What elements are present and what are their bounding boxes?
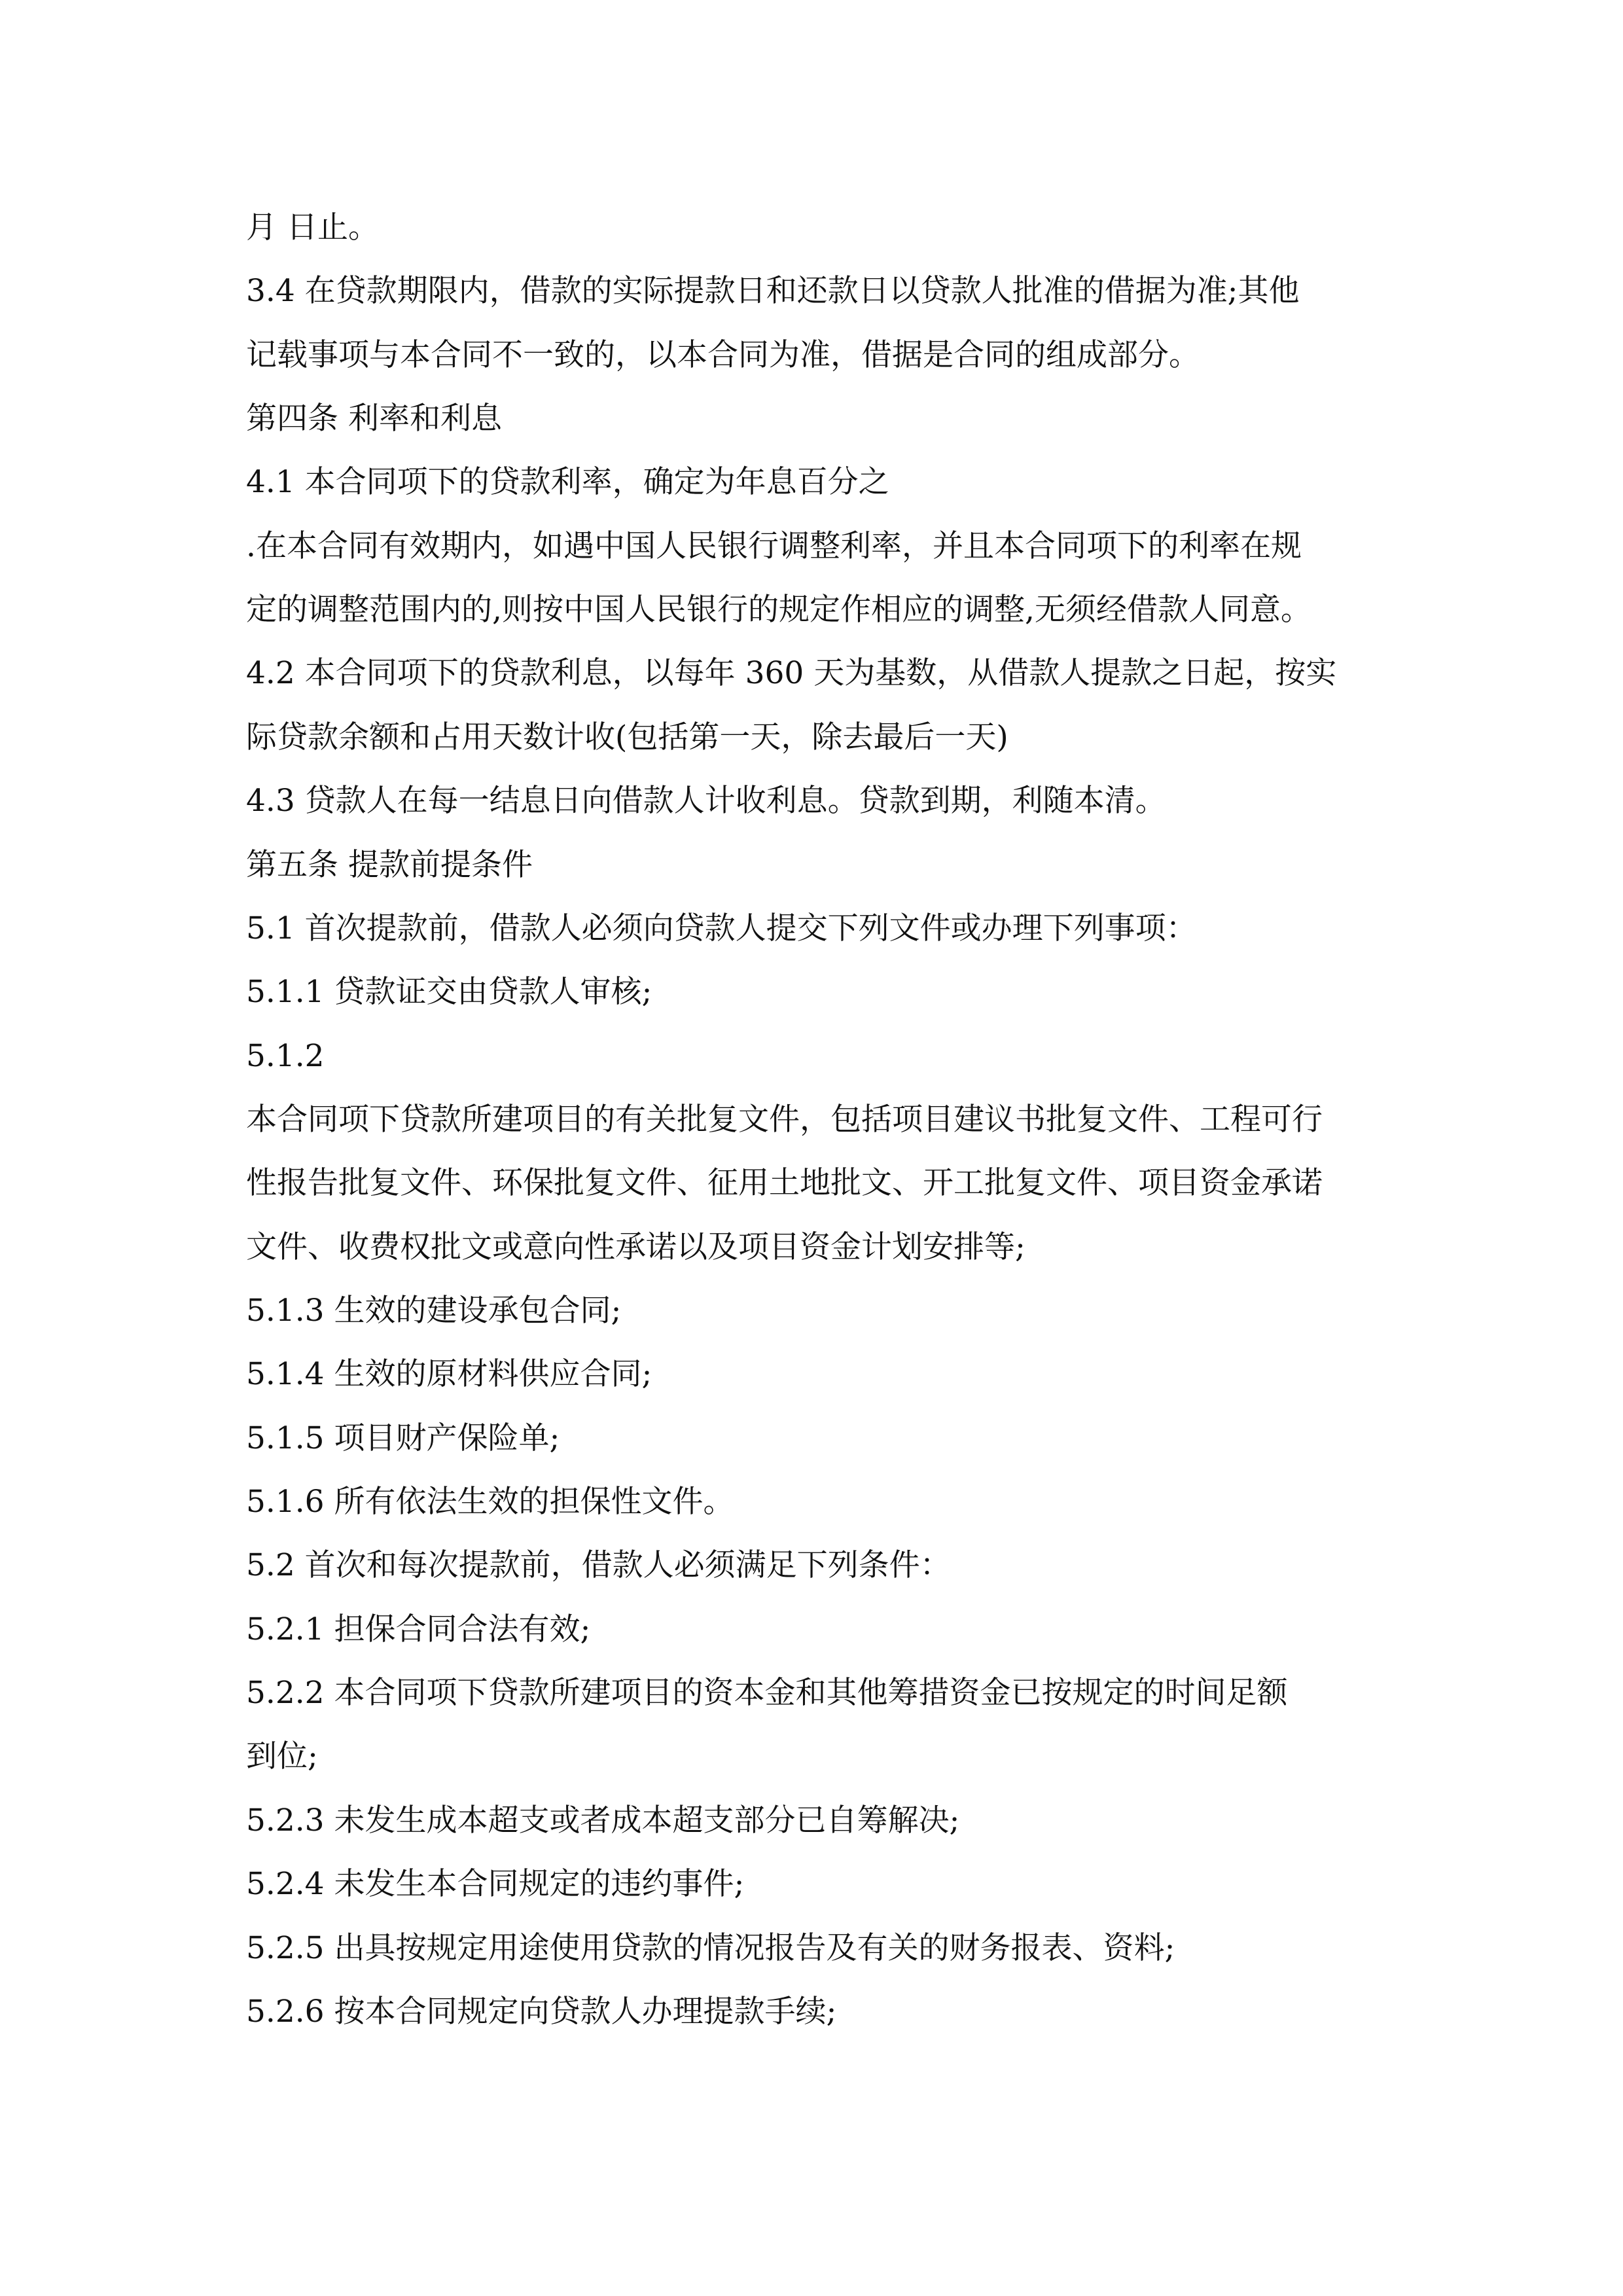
text-line: 5.2 首次和每次提款前，借款人必须满足下列条件： (246, 1547, 951, 1583)
text-line: 记载事项与本合同不一致的，以本合同为准，借据是合同的组成部分。 (246, 337, 1200, 373)
text-line: 定的调整范围内的,则按中国人民银行的规定作相应的调整,无须经借款人同意。 (246, 592, 1311, 628)
text-line: 5.2.1 担保合同合法有效; (246, 1611, 591, 1647)
text-line: 5.2.6 按本合同规定向贷款人办理提款手续; (246, 1994, 837, 2030)
text-line: 际贷款余额和占用天数计收(包括第一天，除去最后一天) (246, 719, 1008, 755)
text-line: 5.2.5 出具按规定用途使用贷款的情况报告及有关的财务报表、资料; (246, 1930, 1175, 1966)
text-line: 文件、收费权批文或意向性承诺以及项目资金计划安排等; (246, 1229, 1026, 1265)
text-line: 5.1.5 项目财产保险单; (246, 1420, 560, 1456)
text-line: 5.2.2 本合同项下贷款所建项目的资本金和其他筹措资金已按规定的时间足额 (246, 1675, 1288, 1711)
text-line: 到位; (246, 1738, 318, 1774)
text-line: 4.3 贷款人在每一结息日向借款人计收利息。贷款到期，利随本清。 (246, 783, 1166, 819)
text-line: 4.2 本合同项下的贷款利息，以每年 360 天为基数，从借款人提款之日起，按实 (246, 655, 1337, 691)
text-line: 5.2.4 未发生本合同规定的违约事件; (246, 1866, 745, 1902)
text-line: 5.1.3 生效的建设承包合同; (246, 1293, 622, 1329)
text-line: 5.2.3 未发生成本超支或者成本超支部分已自筹解决; (246, 1803, 960, 1839)
text-line: 5.1.4 生效的原材料供应合同; (246, 1356, 652, 1392)
text-line: 3.4 在贷款期限内，借款的实际提款日和还款日以贷款人批准的借据为准;其他 (246, 273, 1300, 309)
section-heading: 第四条 利率和利息 (246, 401, 502, 437)
text-line: 5.1 首次提款前，借款人必须向贷款人提交下列文件或办理下列事项： (246, 910, 1197, 946)
text-line: 性报告批复文件、环保批复文件、征用土地批文、开工批复文件、项目资金承诺 (246, 1165, 1323, 1201)
text-line: 5.1.6 所有依法生效的担保性文件。 (246, 1484, 734, 1520)
text-line: 本合同项下贷款所建项目的有关批复文件，包括项目建议书批复文件、工程可行 (246, 1102, 1323, 1138)
text-line: 月 日止。 (246, 209, 379, 245)
text-line: 4.1 本合同项下的贷款利率，确定为年息百分之 (246, 464, 889, 500)
text-line: 5.1.2 (246, 1038, 325, 1074)
text-line: .在本合同有效期内，如遇中国人民银行调整利率，并且本合同项下的利率在规 (246, 528, 1302, 564)
section-heading: 第五条 提款前提条件 (246, 847, 533, 883)
text-line: 5.1.1 贷款证交由贷款人审核; (246, 974, 652, 1010)
